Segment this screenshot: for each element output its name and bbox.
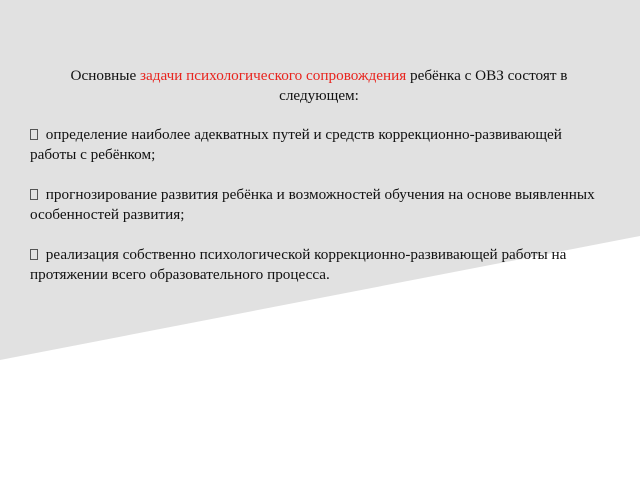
bullet-item	[30, 185, 608, 225]
heading-suffix: ребёнка с ОВЗ состоят в следующем:	[279, 67, 568, 104]
bullet-text: прогнозирование развития ребёнка и возможностей обучения на основе выявленных особенностей развития;	[30, 186, 595, 223]
missing-glyph-box-icon	[30, 129, 38, 140]
bullet-item	[30, 245, 608, 285]
heading-accent: задачи психологического сопровождения	[140, 67, 407, 84]
heading-prefix: Основные	[70, 67, 141, 84]
slide-text	[30, 66, 608, 305]
bullet-text: реализация собственно психологической коррекционно-развивающей работы на протяжении всего образовательного процесса.	[30, 246, 567, 283]
slide-heading	[30, 66, 608, 106]
missing-glyph-box-icon	[30, 189, 38, 200]
bullet-item	[30, 125, 608, 165]
missing-glyph-box-icon	[30, 249, 38, 260]
bullet-text: определение наиболее адекватных путей и средств коррекционно-развивающей работы с ребёнком;	[30, 126, 562, 163]
